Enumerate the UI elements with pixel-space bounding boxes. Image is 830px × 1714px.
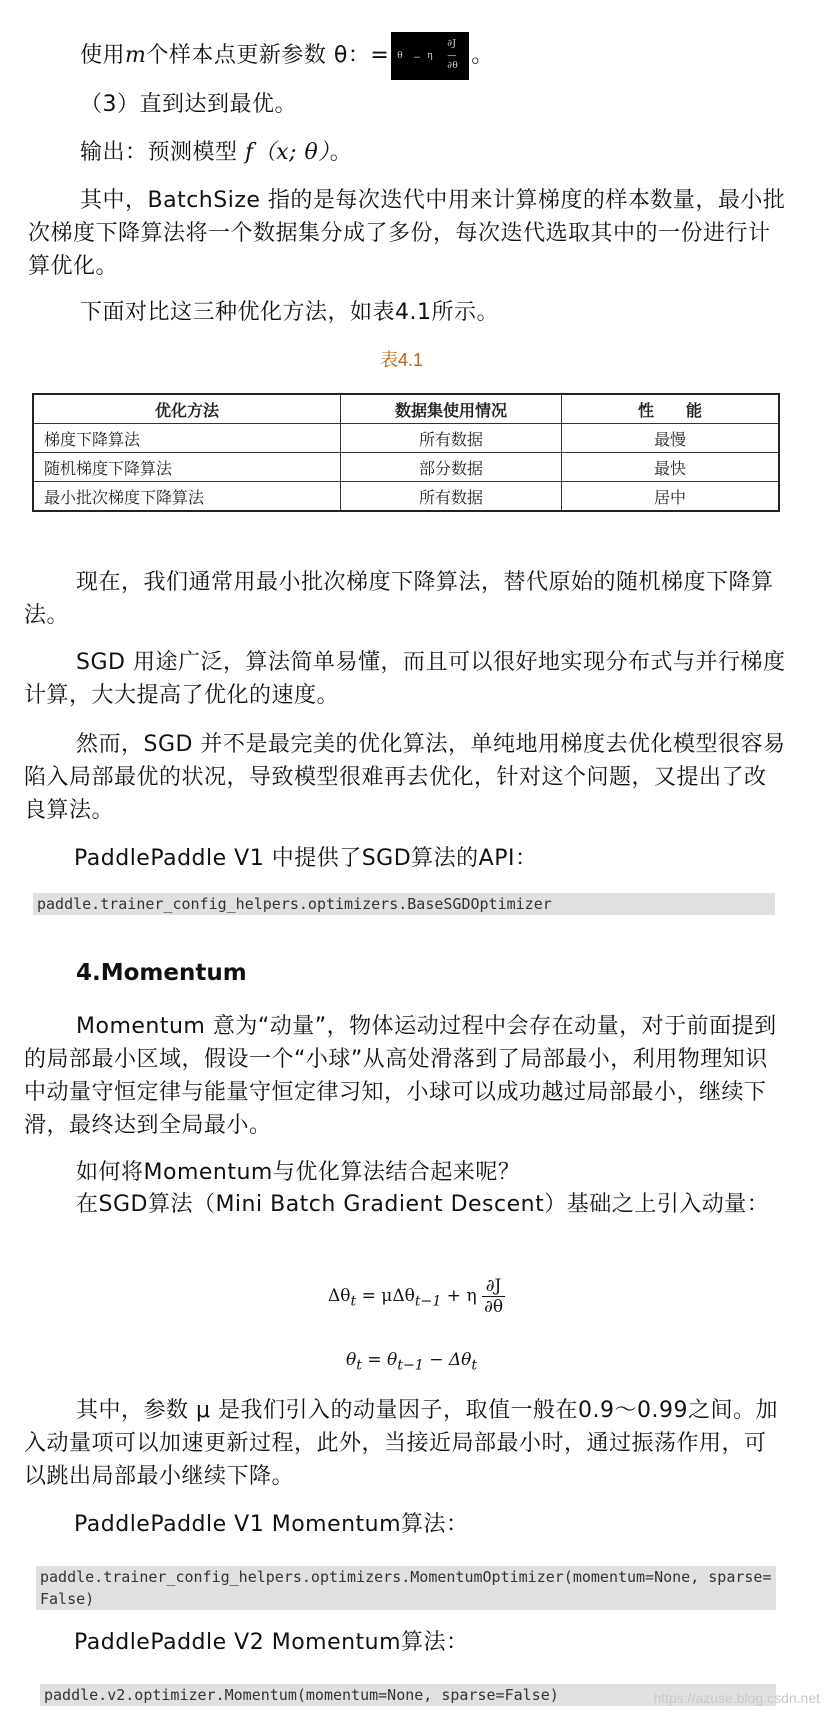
table-cell: 部分数据 [341, 453, 562, 482]
eq1-lhs: Δθ [328, 1286, 351, 1306]
paragraph-however: 然而，SGD 并不是最完美的优化算法，单纯地用梯度去优化模型很容易陷入局部最优的状况，导致模型很难再去优化，针对这个问题，又提出了改良算法。 [24, 732, 786, 823]
eq2-lhs: θ [346, 1350, 357, 1370]
heading-momentum: 4.Momentum [76, 960, 247, 986]
equation-theta-update [346, 1350, 477, 1373]
update-line [80, 32, 494, 80]
table-row [33, 482, 779, 512]
table-header: 数据集使用情况 [341, 394, 562, 424]
eq1-numerator: ∂J [482, 1276, 505, 1297]
table-header-row [33, 394, 779, 424]
update-mid: 个样本点更新参数 θ：= [146, 43, 390, 68]
eq2-mid-sub: t−1 [397, 1357, 424, 1374]
eq1-fraction [482, 1276, 505, 1317]
step3-line: （3）直到达到最优。 [80, 92, 297, 117]
update-suffix: 。 [471, 43, 494, 68]
table-cell: 随机梯度下降算法 [33, 453, 341, 482]
eq2-rest-sub: t [471, 1357, 478, 1374]
table-cell: 最小批次梯度下降算法 [33, 482, 341, 512]
paragraph-how: 如何将Momentum与优化算法结合起来呢？ [76, 1160, 521, 1185]
table-header: 优化方法 [33, 394, 341, 424]
paragraph-mu-desc: 其中，参数 μ 是我们引入的动量因子，取值一般在0.9～0.99之间。加入动量项可以加速更新过程，此外，当接近局部最小时，通过振荡作用，可以跳出局部最小继续下降。 [24, 1398, 778, 1489]
output-suffix: 。 [329, 140, 353, 165]
output-prefix: 输出：预测模型 [80, 140, 245, 165]
table-cell: 梯度下降算法 [33, 424, 341, 453]
eq1-lhs-sub: t [350, 1293, 357, 1310]
table-cell: 居中 [562, 482, 780, 512]
code-v2-momentum: paddle.v2.optimizer.Momentum(momentum=None, sparse=False) [40, 1684, 776, 1706]
paragraph-sgd-use: SGD 用途广泛，算法简单易懂，而且可以很好地实现分布式与并行梯度计算，大大提高了优化的速度。 [24, 650, 786, 708]
eq2-mid: = θ [361, 1350, 398, 1370]
output-line [80, 136, 352, 169]
output-model: f（x; θ） [245, 140, 330, 165]
table-cell: 最慢 [562, 424, 780, 453]
paragraph-batchsize: 其中，BatchSize 指的是每次迭代中用来计算梯度的样本数量，最小批次梯度下降算法将一个数据集分成了多份，每次迭代选取其中的一份进行计算优化。 [28, 188, 786, 279]
paragraph-paddle-v2-momentum: PaddlePaddle V2 Momentum算法： [74, 1630, 469, 1655]
paragraph-compare: 下面对比这三种优化方法，如表4.1所示。 [80, 300, 499, 325]
table-caption: 表4.1 [380, 350, 424, 370]
formula-image: θ − η ∂J — ∂θ [391, 32, 469, 80]
eq2-rest: − Δθ [423, 1350, 472, 1370]
update-prefix: 使用 [80, 43, 126, 68]
table-row [33, 424, 779, 453]
eq1-plus: + η [441, 1286, 477, 1306]
table-cell: 所有数据 [341, 482, 562, 512]
table-cell: 最快 [562, 453, 780, 482]
paragraph-momentum-intro: Momentum 意为“动量”，物体运动过程中会存在动量，对于前面提到的局部最小区域，假设一个“小球”从高处滑落到了局部最小，利用物理知识中动量守恒定律与能量守恒定律习知，小球可以成功越过局部最小，继续下滑，最终达到全局最小。 [24, 1014, 777, 1138]
eq1-mid-sub: t−1 [414, 1293, 442, 1310]
comparison-table [32, 393, 780, 512]
code-v1-momentum: paddle.trainer_config_helpers.optimizers.MomentumOptimizer(momentum=None, sparse=False) [36, 1566, 776, 1610]
variable-m: m [125, 43, 147, 68]
paragraph-paddle-sgd: PaddlePaddle V1 中提供了SGD算法的API： [74, 846, 538, 871]
paragraph-now: 现在，我们通常用最小批次梯度下降算法，替代原始的随机梯度下降算法。 [24, 570, 774, 628]
watermark: https://azuse.blog.csdn.net [653, 1690, 820, 1706]
table-header: 性 能 [562, 394, 780, 424]
table-row [33, 453, 779, 482]
paragraph-paddle-v1-momentum: PaddlePaddle V1 Momentum算法： [74, 1512, 469, 1537]
paragraph-sgd-base: 在SGD算法（Mini Batch Gradient Descent）基础之上引入动量： [76, 1192, 770, 1217]
eq1-denominator: ∂θ [484, 1297, 504, 1317]
equation-momentum-update [328, 1276, 505, 1317]
table-cell: 所有数据 [341, 424, 562, 453]
eq2-lhs-sub: t [356, 1357, 362, 1374]
code-sgd: paddle.trainer_config_helpers.optimizers.BaseSGDOptimizer [33, 893, 775, 915]
eq1-mid: = μΔθ [356, 1286, 415, 1306]
